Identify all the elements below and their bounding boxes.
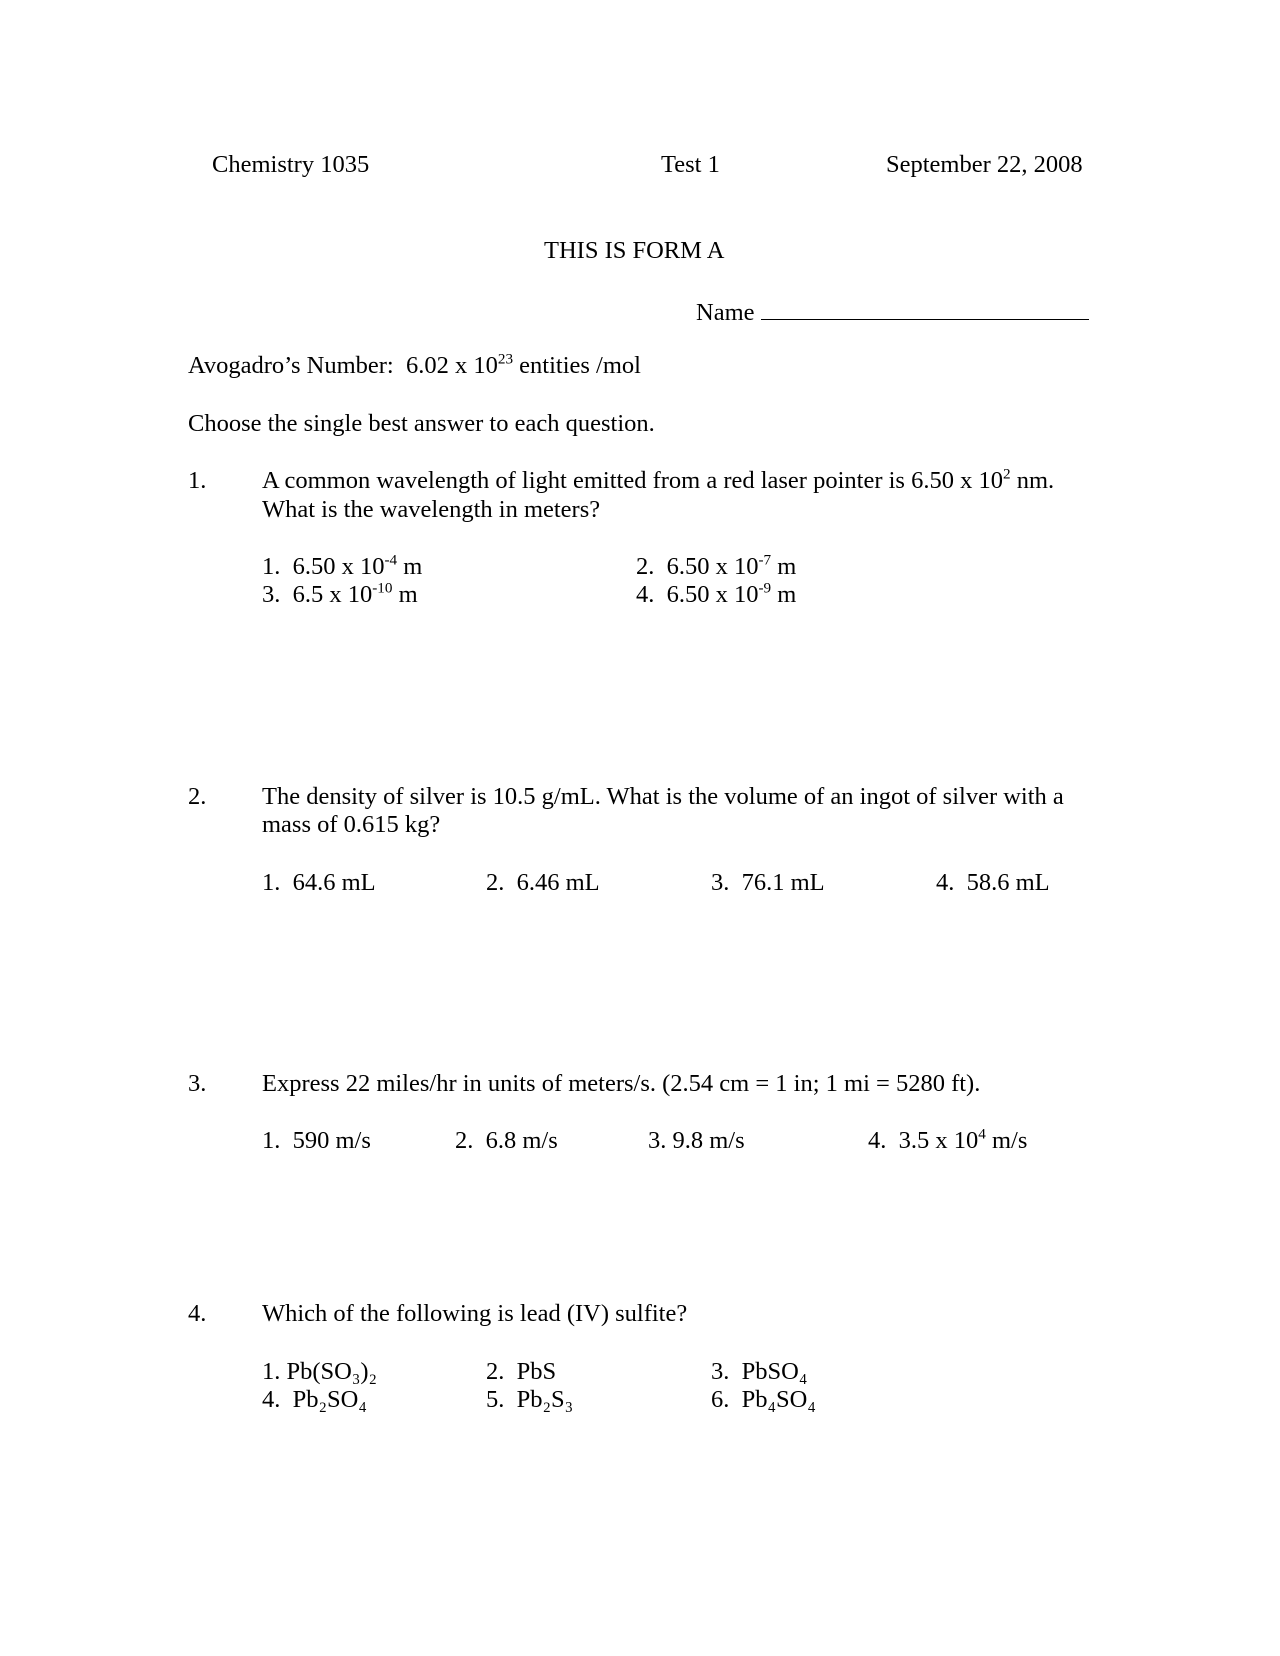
answer-option-1[interactable]: 1. Pb(SO₃)₂ (262, 1358, 378, 1385)
question-number: 1. (188, 467, 207, 494)
name-label: Name (696, 299, 755, 326)
question-text-line-2: mass of 0.615 kg? (262, 811, 441, 838)
test-title: Test 1 (661, 151, 720, 178)
question-text-line-2: What is the wavelength in meters? (262, 496, 601, 523)
answer-option-4[interactable]: 4. Pb₂SO₄ (262, 1386, 367, 1413)
constant-exponent: 23 (497, 350, 514, 368)
answer-option-4[interactable]: 4. 3.5 x $10^4$ m/s (868, 1125, 1028, 1154)
test-date: September 22, 2008 (886, 151, 1083, 178)
answer-option-3[interactable]: 3. 6.5 x $10^{-10}$ m (262, 579, 418, 608)
answer-option-1[interactable]: 1. 590 m/s (262, 1127, 371, 1154)
answer-option-5[interactable]: 5. Pb₂S₃ (486, 1386, 574, 1413)
constant-label: Avogadro’s Number: (188, 352, 394, 379)
question-text-line-1: Which of the following is lead (IV) sulfite? (262, 1300, 688, 1327)
question-text-line-1: A common wavelength of light emitted from a red laser pointer is 6.50 x $10^2$ nm. (262, 465, 1055, 494)
constant-mantissa: 6.02 x 10 (405, 352, 498, 379)
question-number: 3. (188, 1070, 207, 1097)
name-field[interactable] (696, 295, 1089, 328)
answer-option-2[interactable]: 2. 6.50 x $10^{-7}$ m (636, 551, 797, 580)
name-blank-line[interactable] (761, 295, 1089, 320)
question-number: 4. (188, 1300, 207, 1327)
answer-option-2[interactable]: 2. PbS (486, 1358, 557, 1385)
avogadro-constant (188, 352, 641, 381)
question-text-line-1: Express 22 miles/hr in units of meters/s. (2.54 cm = 1 in; 1 mi = 5280 ft). (262, 1070, 981, 1097)
answer-option-6[interactable]: 6. Pb₄SO₄ (711, 1386, 816, 1413)
answer-option-2[interactable]: 2. 6.46 mL (486, 869, 600, 896)
course-title: Chemistry 1035 (212, 151, 370, 178)
answer-option-3[interactable]: 3. PbSO₄ (711, 1358, 808, 1385)
form-label: THIS IS FORM A (544, 237, 725, 264)
answer-option-4[interactable]: 4. 58.6 mL (936, 869, 1050, 896)
answer-option-3[interactable]: 3. 9.8 m/s (648, 1127, 745, 1154)
question-number: 2. (188, 783, 207, 810)
answer-option-2[interactable]: 2. 6.8 m/s (455, 1127, 558, 1154)
answer-option-3[interactable]: 3. 76.1 mL (711, 869, 825, 896)
answer-option-1[interactable]: 1. 6.50 x $10^{-4}$ m (262, 551, 423, 580)
constant-unit: entities /mol (519, 352, 641, 379)
instructions: Choose the single best answer to each question. (188, 410, 655, 437)
answer-option-4[interactable]: 4. 6.50 x $10^{-9}$ m (636, 579, 797, 608)
question-text-line-1: The density of silver is 10.5 g/mL. What is the volume of an ingot of silver with a (262, 783, 1064, 810)
answer-option-1[interactable]: 1. 64.6 mL (262, 869, 376, 896)
